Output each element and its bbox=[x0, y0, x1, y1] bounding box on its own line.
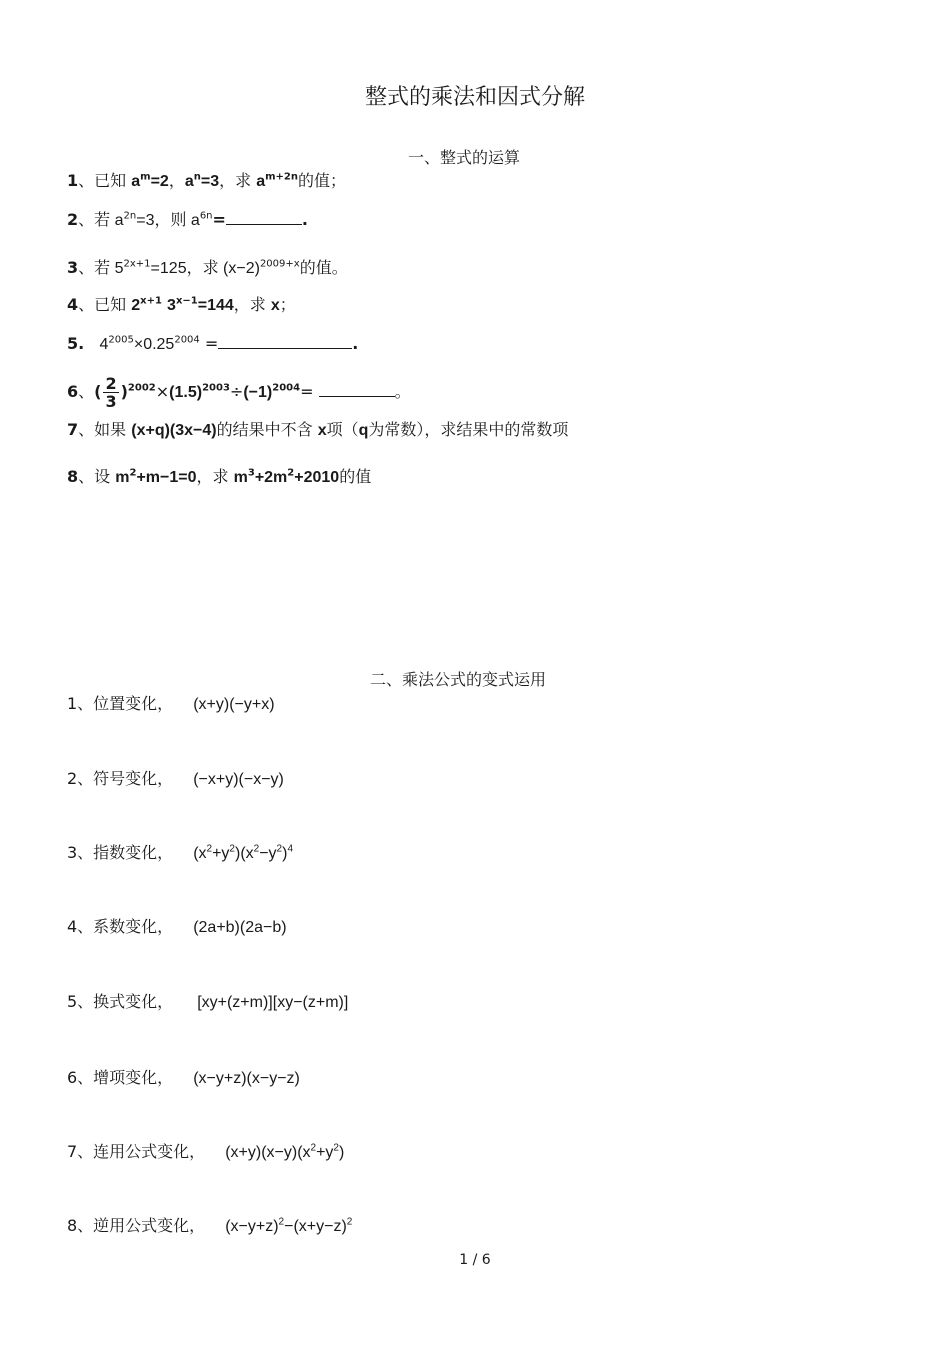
question-1: 1、已知 $a^m=2$，$a^n=3$，求 $a^{m+2n}$的值； bbox=[67, 171, 347, 190]
formula-item-5: 5、换式变化， [xy+(z+m)][xy−(z+m)] bbox=[67, 992, 349, 1011]
answer-blank[interactable] bbox=[319, 382, 395, 397]
question-7: 7、如果 (x+q)(3x−4)的结果中不含 x项（q为常数），求结果中的常数项 bbox=[67, 420, 569, 439]
section-1-heading: 一、整式的运算 bbox=[408, 148, 521, 167]
formula-item-2: 2、符号变化， (−x+y)(−x−y) bbox=[67, 769, 284, 788]
section-2-heading: 二、乘法公式的变式运用 bbox=[370, 670, 547, 689]
formula-item-7: 7、连用公式变化， $(x+y)(x-y)(x^2+y^2)$ bbox=[67, 1142, 345, 1161]
page-title: 整式的乘法和因式分解 bbox=[364, 85, 585, 110]
question-4: 4、已知 $2^{x+1}$ $3^{x-1}=144$，求 x； bbox=[67, 295, 296, 314]
formula-item-8: 8、逆用公式变化， $(x-y+z)^2-(x+y-z)^2$ bbox=[67, 1216, 353, 1235]
question-6: 6、( $\frac{2}{3}$ )$^{2002}\times(1.5)^{2003}\div(-1)^{2004}=$ 。 bbox=[67, 374, 411, 411]
question-3: 3、若 $5^{2x+1}=125$，求 $(x-2)^{2009+x}$的值。 bbox=[67, 258, 348, 277]
fraction: $\frac{2}{3}$ bbox=[105, 374, 117, 411]
question-8: 8、设 $m^2+m-1=0$，求 $m^3+2m^2+2010$的值 bbox=[67, 467, 372, 486]
answer-blank[interactable] bbox=[226, 210, 302, 225]
answer-blank[interactable] bbox=[218, 334, 352, 349]
formula-item-4: 4、系数变化， (2a+b)(2a−b) bbox=[67, 917, 287, 936]
question-5: 5. $4^{2005}\times 0.25^{2004}$ = . bbox=[67, 334, 359, 353]
formula-item-6: 6、增项变化， (x−y+z)(x−y−z) bbox=[67, 1068, 300, 1087]
page-number: 1 / 6 bbox=[459, 1252, 491, 1268]
formula-item-3: 3、指数变化， $(x^2+y^2)(x^2-y^2)^4$ bbox=[67, 843, 293, 862]
formula-item-1: 1、位置变化， (x+y)(−y+x) bbox=[67, 694, 275, 713]
question-2: 2、若 $a^{2n}=3$，则 $a^{6n}=$ . bbox=[67, 210, 308, 229]
